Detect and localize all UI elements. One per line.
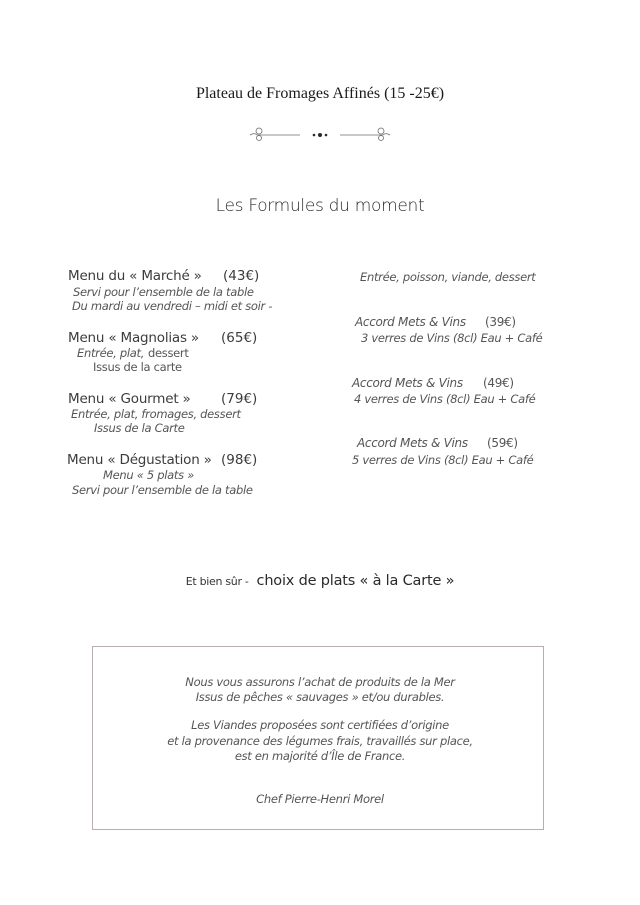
pairing-detail: 3 verres de Vins (8cl) Eau + Café <box>361 331 543 345</box>
menu-name: Menu « Gourmet » <box>68 391 191 407</box>
menu-name: Menu « Magnolias » <box>68 330 199 346</box>
menu-price: (98€) <box>221 452 258 468</box>
chef-signature: Chef Pierre-Henri Morel <box>256 792 384 806</box>
menu-description-suffix: dessert <box>148 346 189 360</box>
a-la-carte-line <box>0 570 640 589</box>
pairing-price: (59€) <box>487 436 518 450</box>
pairing-price: (49€) <box>483 376 514 390</box>
menu-note: Servi pour l’ensemble de la table <box>72 483 253 497</box>
carte-prefix: Et bien sûr - <box>185 575 249 588</box>
formules-title: Les Formules du moment <box>215 196 425 216</box>
degustation-detail: Entrée, poisson, viande, dessert <box>360 270 536 284</box>
carte-label: choix de plats « à la Carte » <box>256 573 455 589</box>
menu-source: Issus de la Carte <box>94 421 185 435</box>
note-line: Issus de pêches « sauvages » et/ou durables. <box>195 690 445 704</box>
menu-description: Entrée, plat, fromages, dessert <box>71 407 241 421</box>
pairing-price: (39€) <box>485 315 516 329</box>
pairing-detail: 4 verres de Vins (8cl) Eau + Café <box>354 392 536 406</box>
note-line: est en majorité d’Île de France. <box>234 749 406 763</box>
menu-price: (43€) <box>223 268 260 284</box>
menu-description: Menu « 5 plats » <box>103 468 194 482</box>
ornamental-divider-icon <box>248 124 392 144</box>
pairing-detail: 5 verres de Vins (8cl) Eau + Café <box>352 453 534 467</box>
cheese-plate-heading: Plateau de Fromages Affinés (15 -25€) <box>195 85 445 102</box>
note-line: Les Viandes proposées sont certifiées d’origine <box>191 718 449 732</box>
menu-price: (79€) <box>221 391 258 407</box>
menu-name: Menu du « Marché » <box>68 268 202 284</box>
note-line: Nous vous assurons l’achat de produits de la Mer <box>185 675 455 689</box>
menu-name: Menu « Dégustation » <box>67 452 212 468</box>
pairing-name: Accord Mets & Vins <box>352 376 463 390</box>
menu-source: Issus de la carte <box>93 360 182 374</box>
menu-price: (65€) <box>221 330 258 346</box>
pairing-name: Accord Mets & Vins <box>357 436 468 450</box>
menu-description: Servi pour l’ensemble de la table <box>73 285 254 299</box>
pairing-name: Accord Mets & Vins <box>355 315 466 329</box>
note-line: et la provenance des légumes frais, travaillés sur place, <box>167 734 473 748</box>
menu-description: Entrée, plat, <box>77 346 145 360</box>
menu-availability: Du mardi au vendredi – midi et soir - <box>72 299 273 313</box>
